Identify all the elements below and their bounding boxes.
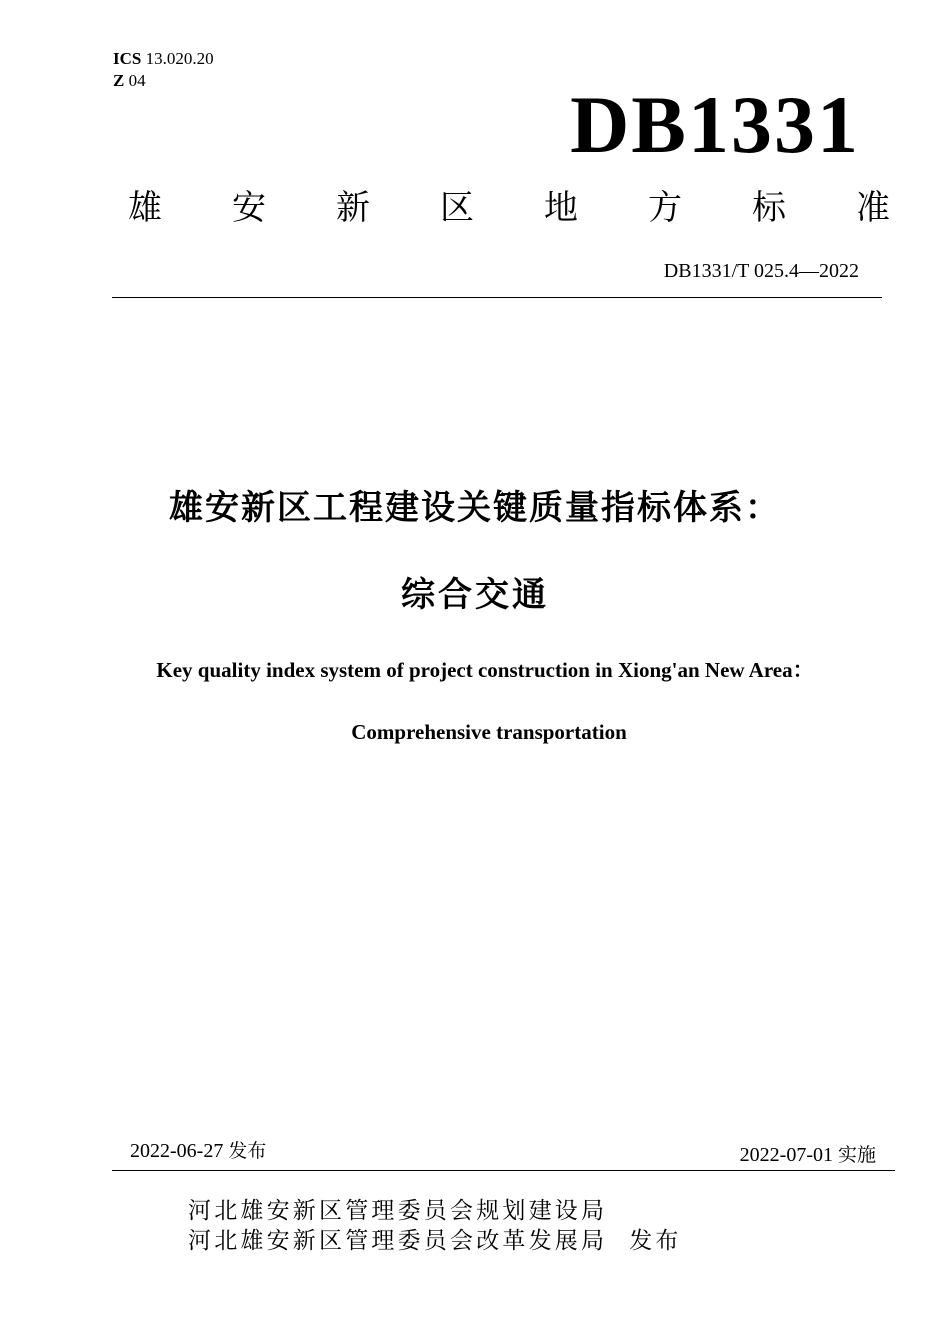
title-en-line1: Key quality index system of project construction in Xiong'an New Area： [156,658,814,682]
ics-label: ICS [113,49,142,68]
standard-type-char: 地 [544,188,578,228]
standard-type-char: 准 [856,188,890,228]
title-cn-line1: 雄安新区工程建设关键质量指标体系： [169,488,781,528]
issuer-publish-label: 发布 [629,1228,682,1254]
footer-divider [112,1170,895,1171]
standard-type-char: 标 [752,188,786,228]
standard-type-char: 安 [232,188,266,228]
standard-code-heading: DB1331 [570,79,860,170]
ics-value: 13.020.20 [145,49,214,68]
standard-type-title [128,186,890,230]
classification-codes [113,48,214,92]
header-divider [112,297,882,298]
issuer-line2 [188,1226,682,1256]
implementation-date-value: 2022-07-01 [739,1144,833,1166]
issue-date [130,1138,266,1164]
implementation-date [740,1142,876,1168]
title-en-line2: Comprehensive transportation [351,720,627,744]
ccs-value: 04 [128,71,146,90]
issue-date-label: 发布 [228,1140,267,1162]
ccs-label: Z [113,71,125,90]
issuer-line2-name: 河北雄安新区管理委员会改革发展局 [188,1228,608,1254]
standard-type-char: 新 [336,188,370,228]
ics-code [113,48,214,70]
issuer-line1: 河北雄安新区管理委员会规划建设局 [188,1198,608,1224]
issue-date-value: 2022-06-27 [130,1140,224,1162]
standard-type-char: 雄 [128,188,162,228]
standard-type-char: 区 [440,188,474,228]
standard-number: DB1331/T 025.4—2022 [663,260,859,282]
implementation-date-label: 实施 [837,1144,876,1166]
standard-type-char: 方 [648,188,682,228]
title-cn-line2: 综合交通 [401,575,549,615]
ccs-code [113,70,214,92]
